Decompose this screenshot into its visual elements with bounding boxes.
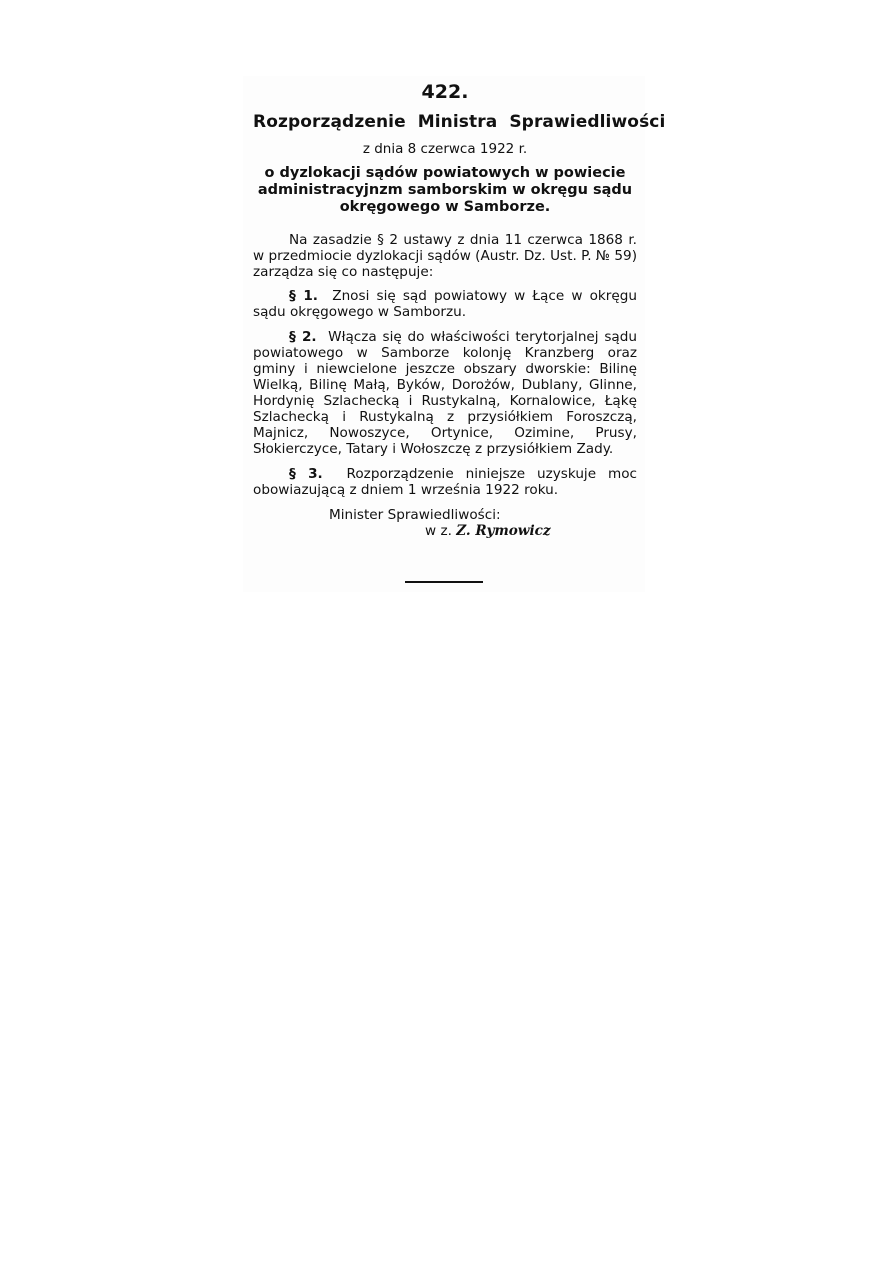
signature-prefix: w z. — [425, 523, 452, 539]
signature-name: Z. Rymowicz — [456, 523, 551, 539]
section-1-text: Znosi się sąd powiatowy w Łące w okręgu sądu okręgowego w Samborzu. — [253, 288, 637, 320]
intro-text: Na zasadzie § 2 ustawy z dnia 11 czerwca 1868 r. w przedmiocie dyzlokacji sądów (Austr. Dz. Ust. P. № 59) zarządza się co następuje: — [253, 232, 637, 280]
document-subject: o dyzlokacji sądów powiatowych w powiecie administracyjnzm samborskim w okręgu sądu okręgowego w Samborze. — [257, 165, 633, 215]
intro-paragraph — [253, 232, 637, 280]
section-2-label: § 2. — [289, 329, 317, 345]
closing-rule — [405, 581, 483, 583]
act-number: 422. — [421, 81, 469, 103]
signer-role: Minister Sprawiedliwości: — [329, 507, 501, 523]
document-date: z dnia 8 czerwca 1922 r. — [362, 141, 528, 157]
section-1 — [253, 288, 637, 320]
section-2 — [253, 329, 637, 457]
document-title: Rozporządzenie Ministra Sprawiedliwości — [253, 112, 666, 132]
document-page — [253, 78, 666, 539]
section-3-label: § 3. — [289, 466, 323, 482]
signature-line — [425, 523, 637, 539]
section-1-label: § 1. — [289, 288, 318, 304]
section-2-text: Włącza się do właściwości terytorjalnej sądu powiatowego w Samborze kolonję Kranzberg oraz gminy i niewcielone jeszcze obszary dworskie: Bilinę Wielką, Bilinę Małą, Byków, Dorożów, Dublany, Glinne, Hordynię Szlachecką i Rustykalną, Kornalowice, Łąkę Szlachecką i Rustykalną z przysiółkiem Foroszczą, Majnicz, Nowoszyce, Ortynice, Ozimine, Prusy, Słokierczyce, Tatary i Wołoszczę z przysiółkiem Zady. — [253, 329, 638, 457]
section-3 — [253, 466, 637, 498]
section-3-text: Rozporządzenie niniejsze uzyskuje moc obowiazującą z dniem 1 września 1922 roku. — [253, 466, 638, 498]
